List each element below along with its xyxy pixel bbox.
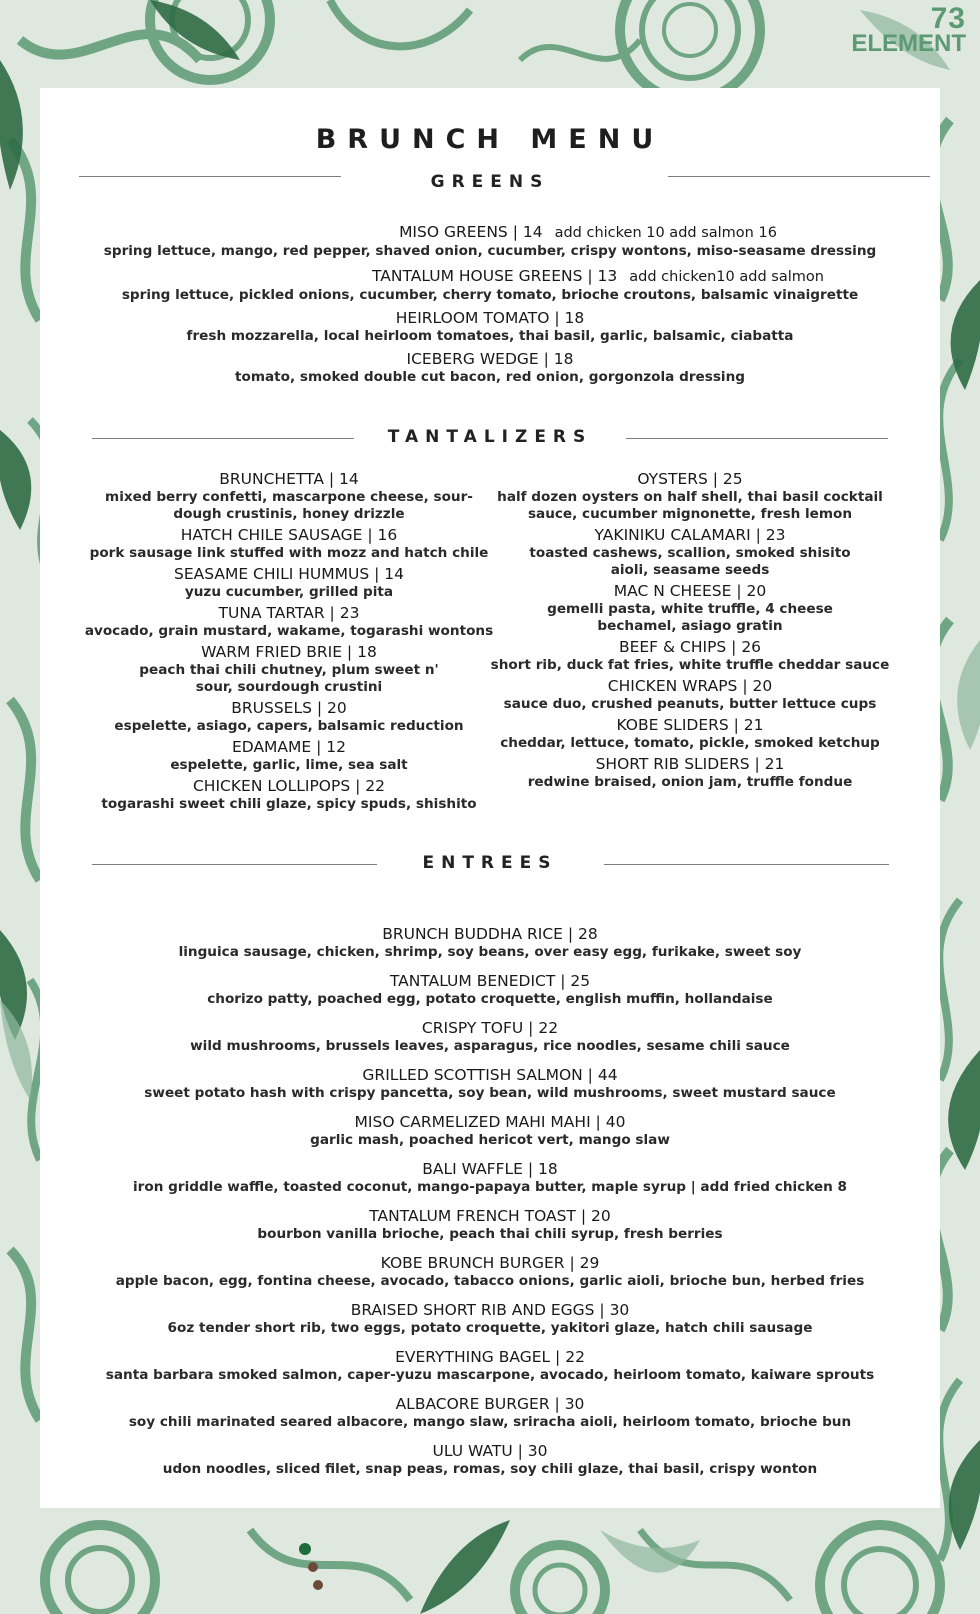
item-description: togarashi sweet chili glaze, spicy spuds, shishito [101,796,477,812]
menu-item [256,222,920,243]
item-description: espelette, asiago, capers, balsamic reduction [114,718,464,734]
item-name: BRAISED SHORT RIB AND EGGS | 30 [350,1301,630,1319]
item-description: spring lettuce, mango, red pepper, shaved onion, cucumber, crispy wontons, miso-seasame dressing [103,243,877,259]
menu-item [60,1113,920,1149]
item-description: linguica sausage, chicken, shrimp, soy beans, over easy egg, furikake, sweet soy [178,944,802,960]
item-description: udon noodles, sliced filet, snap peas, romas, soy chili glaze, thai basil, crispy wonton [162,1461,818,1477]
menu-item [79,565,499,601]
menu-item [79,470,499,523]
item-description: chorizo patty, poached egg, potato croquette, english muffin, hollandaise [207,991,773,1007]
item-description: yuzu cucumber, grilled pita [184,584,394,600]
item-name: WARM FRIED BRIE | 18 [201,643,377,661]
item-description: toasted cashews, scallion, smoked shisito aioli, seasame seeds [529,545,851,578]
item-description: redwine braised, onion jam, truffle fondue [527,774,853,790]
element-logo [851,4,966,56]
item-name: MAC N CHEESE | 20 [613,582,767,600]
menu-item [79,777,499,813]
menu-item [60,1207,920,1243]
logo-word: ELEMENT [851,30,966,57]
item-name: TANTALUM BENEDICT | 25 [389,972,591,990]
menu-item [79,738,499,774]
menu-item [480,638,900,674]
item-description: soy chili marinated seared albacore, mango slaw, sriracha aioli, heirloom tomato, brioche bun [128,1414,852,1430]
item-name: CHICKEN WRAPS | 20 [607,677,773,695]
item-name: BALI WAFFLE | 18 [422,1160,558,1178]
item-description: cheddar, lettuce, tomato, pickle, smoked ketchup [500,735,880,751]
item-name: GRILLED SCOTTISH SALMON | 44 [362,1066,618,1084]
item-name: BRUSSELS | 20 [231,699,347,717]
page-title: BRUNCH MENU [315,124,665,155]
entrees-list [60,925,920,1489]
item-description: fresh mozzarella, local heirloom tomatoes, thai basil, garlic, balsamic, ciabatta [186,328,794,344]
item-name: MISO GREENS | 14 [399,223,543,241]
item-name: TANTALUM HOUSE GREENS | 13 [372,267,618,285]
item-description: mixed berry confetti, mascarpone cheese, sour-dough crustinis, honey drizzle [105,489,473,522]
item-description: apple bacon, egg, fontina cheese, avocado, tabacco onions, garlic aioli, brioche bun, herbed fries [115,1273,865,1289]
menu-item [79,526,499,562]
item-description: santa barbara smoked salmon, caper-yuzu mascarpone, avocado, heirloom tomato, kaiware sprouts [105,1367,875,1383]
menu-item [79,604,499,640]
menu-item [480,582,900,635]
item-name: TUNA TARTAR | 23 [218,604,360,622]
menu-item [60,1442,920,1478]
item-description: espelette, garlic, lime, sea salt [170,757,408,773]
item-add-note: add chicken 10 add salmon 16 [554,225,777,241]
item-name: EVERYTHING BAGEL | 22 [395,1348,585,1366]
item-name: CHICKEN LOLLIPOPS | 22 [192,777,385,795]
item-name: ICEBERG WEDGE | 18 [406,350,574,368]
menu-item [60,1348,920,1384]
menu-item [60,1019,920,1055]
item-name: ULU WATU | 30 [432,1442,548,1460]
greens-list [60,222,920,386]
item-description: sauce duo, crushed peanuts, butter lettuce cups [503,696,877,712]
item-name: EDAMAME | 12 [231,738,346,756]
menu-item [480,755,900,791]
menu-item [60,972,920,1008]
item-name: KOBE SLIDERS | 21 [616,716,764,734]
item-description: iron griddle waffle, toasted coconut, mango-papaya butter, maple syrup | add fried chicken 8 [133,1179,847,1195]
item-name: HATCH CHILE SAUSAGE | 16 [180,526,398,544]
menu-item [480,470,900,523]
item-description: bourbon vanilla brioche, peach thai chili syrup, fresh berries [257,1226,723,1242]
menu-item [60,1160,920,1196]
item-description: spring lettuce, pickled onions, cucumber, cherry tomato, brioche croutons, balsamic vinaigrette [121,287,859,303]
item-description: half dozen oysters on half shell, thai basil cocktail sauce, cucumber mignonette, fresh lemon [497,489,883,522]
menu-item [60,350,920,369]
item-name: YAKINIKU CALAMARI | 23 [594,526,786,544]
item-name: KOBE BRUNCH BURGER | 29 [380,1254,600,1272]
menu-item [60,925,920,961]
item-name: SEASAME CHILI HUMMUS | 14 [174,565,404,583]
item-name: BEEF & CHIPS | 26 [618,638,762,656]
item-description: sweet potato hash with crispy pancetta, soy bean, wild mushrooms, sweet mustard sauce [144,1085,836,1101]
menu-item [60,1066,920,1102]
menu-item [480,677,900,713]
item-description: 6oz tender short rib, two eggs, potato croquette, yakitori glaze, hatch chili sausage [167,1320,813,1336]
item-description: peach thai chili chutney, plum sweet n' sour, sourdough crustini [139,662,439,695]
menu-item [79,699,499,735]
menu-item [60,309,920,328]
item-name: TANTALUM FRENCH TOAST | 20 [369,1207,611,1225]
menu-item [276,266,920,287]
item-description: short rib, duck fat fries, white truffle cheddar sauce [490,657,890,673]
item-description: wild mushrooms, brussels leaves, asparagus, rice noodles, sesame chili sauce [190,1038,790,1054]
menu-item [480,526,900,579]
logo-number: 73 [930,2,966,35]
tantalizers-right-column [480,470,900,794]
menu-item [79,643,499,696]
greens-heading: GREENS [430,172,550,192]
menu-item [60,1301,920,1337]
item-name: BRUNCH BUDDHA RICE | 28 [382,925,598,943]
item-name: CRISPY TOFU | 22 [421,1019,559,1037]
item-description: gemelli pasta, white truffle, 4 cheese bechamel, asiago gratin [547,601,833,634]
item-name: MISO CARMELIZED MAHI MAHI | 40 [354,1113,626,1131]
item-description: garlic mash, poached hericot vert, mango slaw [310,1132,670,1148]
item-name: OYSTERS | 25 [637,470,743,488]
menu-item [60,1254,920,1290]
item-add-note: add chicken10 add salmon [629,269,824,285]
entrees-heading: ENTREES [422,853,558,873]
item-name: ALBACORE BURGER | 30 [395,1395,585,1413]
item-name: SHORT RIB SLIDERS | 21 [595,755,785,773]
menu-item [60,1395,920,1431]
item-name: BRUNCHETTA | 14 [219,470,359,488]
item-description: avocado, grain mustard, wakame, togarashi wontons [84,623,494,639]
item-description: tomato, smoked double cut bacon, red onion, gorgonzola dressing [234,369,745,385]
tantalizers-left-column [79,470,499,816]
tantalizers-heading: TANTALIZERS [387,427,593,447]
menu-item [480,716,900,752]
item-name: HEIRLOOM TOMATO | 18 [395,309,585,327]
item-description: pork sausage link stuffed with mozz and hatch chile [89,545,489,561]
